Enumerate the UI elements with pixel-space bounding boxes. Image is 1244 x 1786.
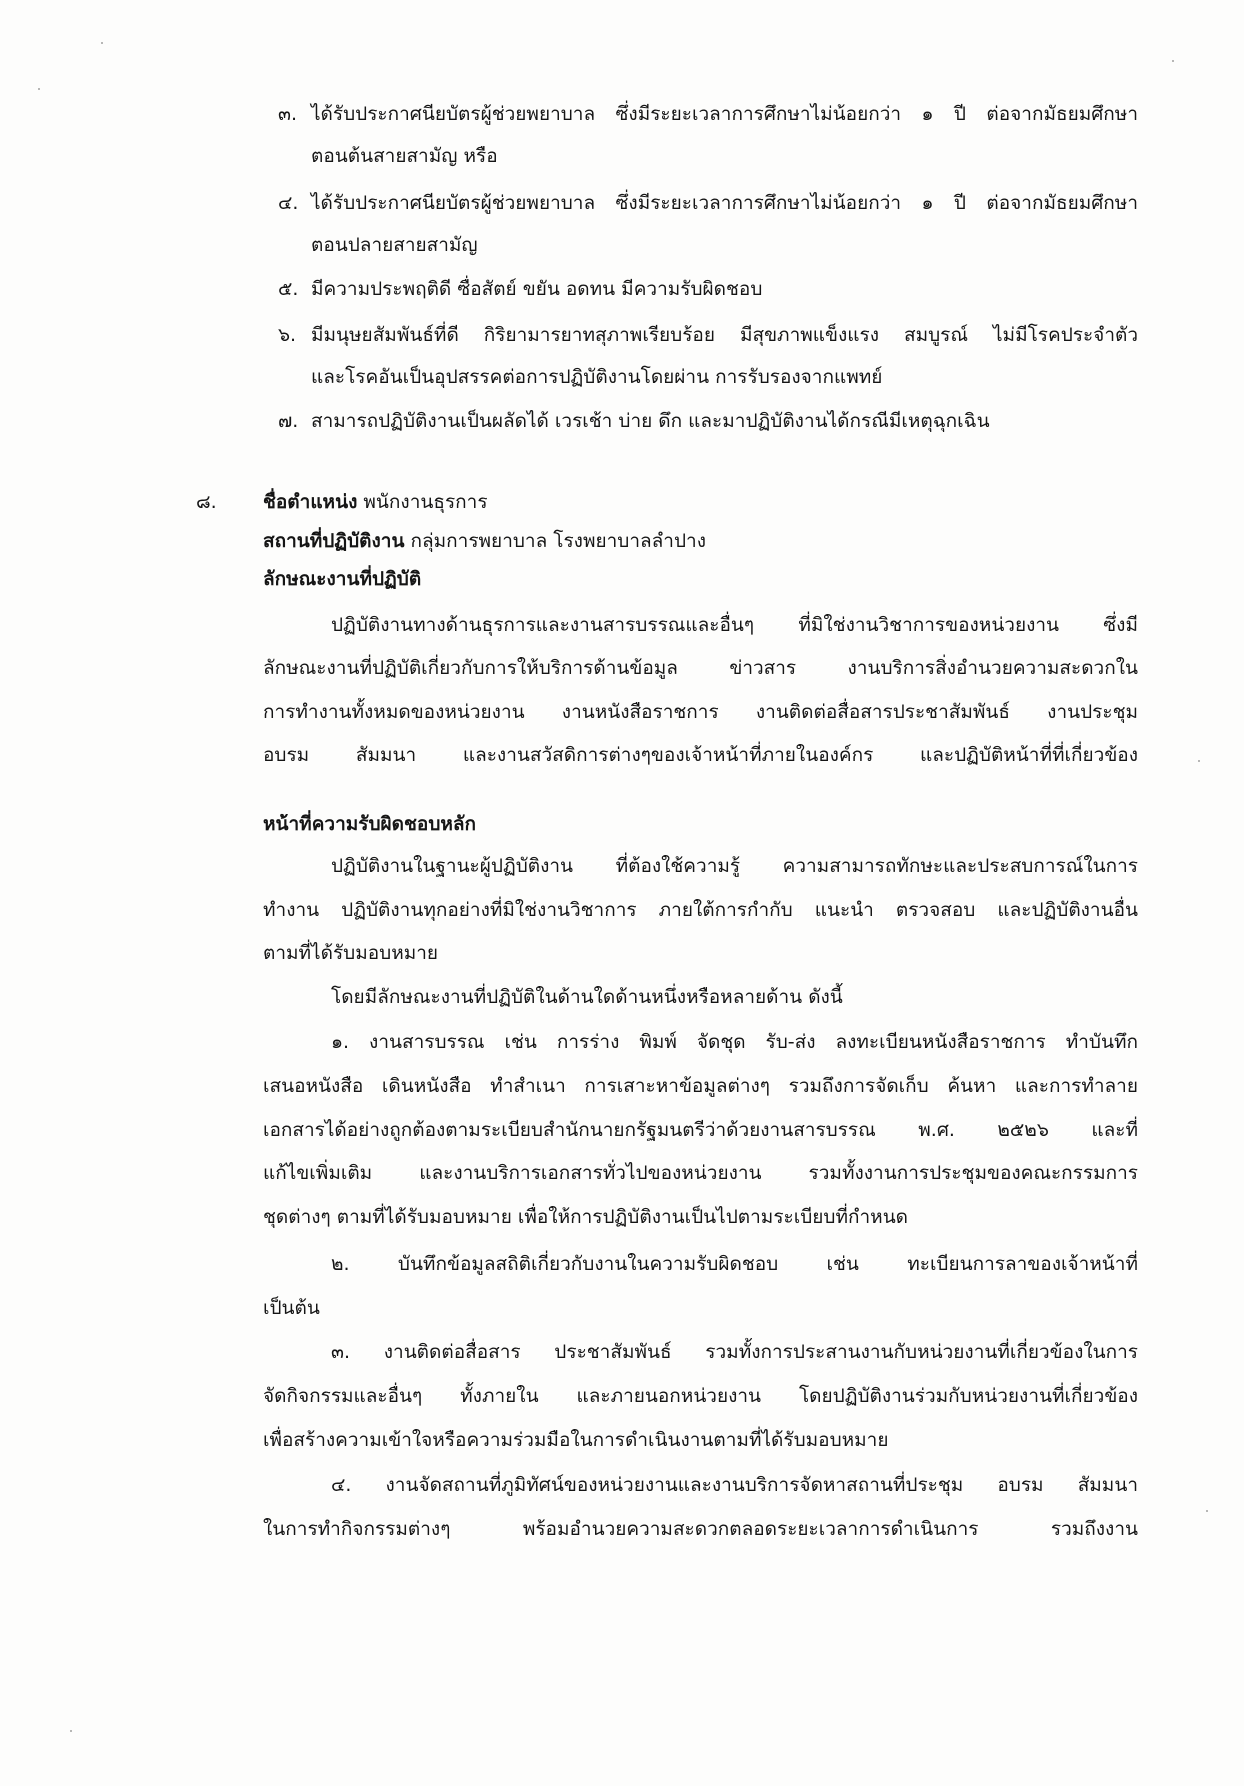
duty-1-line-4: แก้ไขเพิ่มเติม และงานบริการเอกสารทั่วไปของหน่วยงาน รวมทั้งงานการประชุมของคณะกรรมการ (263, 1162, 1138, 1184)
duty-4-line-2: ในการทำกิจกรรมต่างๆ พร้อมอำนวยความสะดวกตลอดระยะเวลาการดำเนินการ รวมถึงงาน (263, 1518, 1138, 1540)
scan-speck (1172, 60, 1174, 62)
duty-1-line-1: ๑. งานสารบรรณ เช่น การร่าง พิมพ์ จัดชุด รับ-ส่ง ลงทะเบียนหนังสือราชการ ทำบันทึก (331, 1031, 1138, 1053)
nature-line-4: อบรม สัมมนา และงานสวัสดิการต่างๆของเจ้าหน้าที่ภายในองค์กร และปฏิบัติหน้าที่ที่เกี่ยวข้อง (263, 744, 1138, 766)
item-3-line-1: ได้รับประกาศนียบัตรผู้ช่วยพยาบาล ซึ่งมีระยะเวลาการศึกษาไม่น้อยกว่า ๑ ปี ต่อจากมัธยมศึกษา (311, 103, 1138, 125)
duty-1-line-3: เอกสารได้อย่างถูกต้องตามระเบียบสำนักนายกรัฐมนตรีว่าด้วยงานสารบรรณ พ.ศ. ๒๕๒๖ และที่ (263, 1119, 1138, 1141)
nature-heading: ลักษณะงานที่ปฏิบัติ (263, 568, 422, 590)
duty-2-line-2: เป็นต้น (263, 1297, 320, 1319)
item-6-line-1: มีมนุษยสัมพันธ์ที่ดี กิริยามารยาทสุภาพเรียบร้อย มีสุขภาพแข็งแรง สมบูรณ์ ไม่มีโรคประจำตัว (311, 324, 1138, 346)
duty-3-line-1: ๓. งานติดต่อสื่อสาร ประชาสัมพันธ์ รวมทั้งการประสานงานกับหน่วยงานที่เกี่ยวข้องในการ (331, 1341, 1138, 1363)
position-name-row (263, 489, 488, 515)
item-4-line-2: ตอนปลายสายสามัญ (311, 234, 478, 256)
duties-line-1: ปฏิบัติงานในฐานะผู้ปฏิบัติงาน ที่ต้องใช้ความรู้ ความสามารถทักษะและประสบการณ์ในการ (331, 855, 1138, 877)
duty-2-line-1: ๒. บันทึกข้อมูลสถิติเกี่ยวกับงานในความรับผิดชอบ เช่น ทะเบียนการลาของเจ้าหน้าที่ (331, 1253, 1138, 1275)
item-5-number: ๕. (278, 278, 299, 300)
item-4-number: ๔. (278, 192, 299, 214)
item-5-line-1: มีความประพฤติดี ซื่อสัตย์ ขยัน อดทน มีความรับผิดชอบ (311, 278, 763, 300)
item-7-number: ๗. (278, 410, 299, 432)
scan-speck (38, 88, 40, 90)
duty-3-line-3: เพื่อสร้างความเข้าใจหรือความร่วมมือในการดำเนินงานตามที่ได้รับมอบหมาย (263, 1429, 889, 1451)
item-3-number: ๓. (278, 103, 298, 125)
duties-intro: โดยมีลักษณะงานที่ปฏิบัติในด้านใดด้านหนึ่งหรือหลายด้าน ดังนี้ (331, 986, 843, 1008)
nature-line-3: การทำงานทั้งหมดของหน่วยงาน งานหนังสือราชการ งานติดต่อสื่อสารประชาสัมพันธ์ งานประชุม (263, 701, 1138, 723)
duties-heading: หน้าที่ความรับผิดชอบหลัก (263, 813, 477, 835)
duty-1-line-5: ชุดต่างๆ ตามที่ได้รับมอบหมาย เพื่อให้การปฏิบัติงานเป็นไปตามระเบียบที่กำหนด (263, 1206, 909, 1228)
duties-line-3: ตามที่ได้รับมอบหมาย (263, 942, 439, 964)
item-7-line-1: สามารถปฏิบัติงานเป็นผลัดได้ เวรเช้า บ่าย ดึก และมาปฏิบัติงานได้กรณีมีเหตุฉุกเฉิน (311, 410, 990, 432)
position-name-label: ชื่อตำแหน่ง (263, 491, 358, 513)
duty-4-line-1: ๔. งานจัดสถานที่ภูมิทัศน์ของหน่วยงานและงานบริการจัดหาสถานที่ประชุม อบรม สัมมนา (331, 1474, 1138, 1496)
duty-1-line-2: เสนอหนังสือ เดินหนังสือ ทำสำเนา การเสาะหาข้อมูลต่างๆ รวมถึงการจัดเก็บ ค้นหา และการทำลาย (263, 1075, 1138, 1097)
nature-line-1: ปฏิบัติงานทางด้านธุรการและงานสารบรรณและอื่นๆ ที่มิใช่งานวิชาการของหน่วยงาน ซึ่งมี (331, 614, 1138, 636)
nature-line-2: ลักษณะงานที่ปฏิบัติเกี่ยวกับการให้บริการด้านข้อมูล ข่าวสาร งานบริการสิ่งอำนวยความสะดวกใน (263, 657, 1138, 679)
scan-speck (70, 1730, 72, 1732)
item-6-number: ๖. (278, 324, 297, 346)
duty-3-line-2: จัดกิจกรรมและอื่นๆ ทั้งภายใน และภายนอกหน่วยงาน โดยปฏิบัติงานร่วมกับหน่วยงานที่เกี่ยวข้อง (263, 1385, 1138, 1407)
item-3-line-2: ตอนต้นสายสามัญ หรือ (311, 145, 498, 167)
item-4-line-1: ได้รับประกาศนียบัตรผู้ช่วยพยาบาล ซึ่งมีระยะเวลาการศึกษาไม่น้อยกว่า ๑ ปี ต่อจากมัธยมศึกษา (311, 192, 1138, 214)
scan-speck (1198, 760, 1200, 762)
workplace-row (263, 528, 706, 554)
duties-line-2: ทำงาน ปฏิบัติงานทุกอย่างที่มิใช่งานวิชาการ ภายใต้การกำกับ แนะนำ ตรวจสอบ และปฏิบัติงานอื่น (263, 899, 1138, 921)
workplace-label: สถานที่ปฏิบัติงาน (263, 530, 405, 552)
position-name-value: พนักงานธุรการ (363, 491, 488, 513)
item-6-line-2: และโรคอันเป็นอุปสรรคต่อการปฏิบัติงานโดยผ่าน การรับรองจากแพทย์ (311, 366, 883, 388)
workplace-value: กลุ่มการพยาบาล โรงพยาบาลลำปาง (410, 530, 706, 552)
scan-speck (1206, 1510, 1208, 1512)
scan-speck (101, 42, 103, 44)
position-number: ๘. (196, 491, 217, 513)
